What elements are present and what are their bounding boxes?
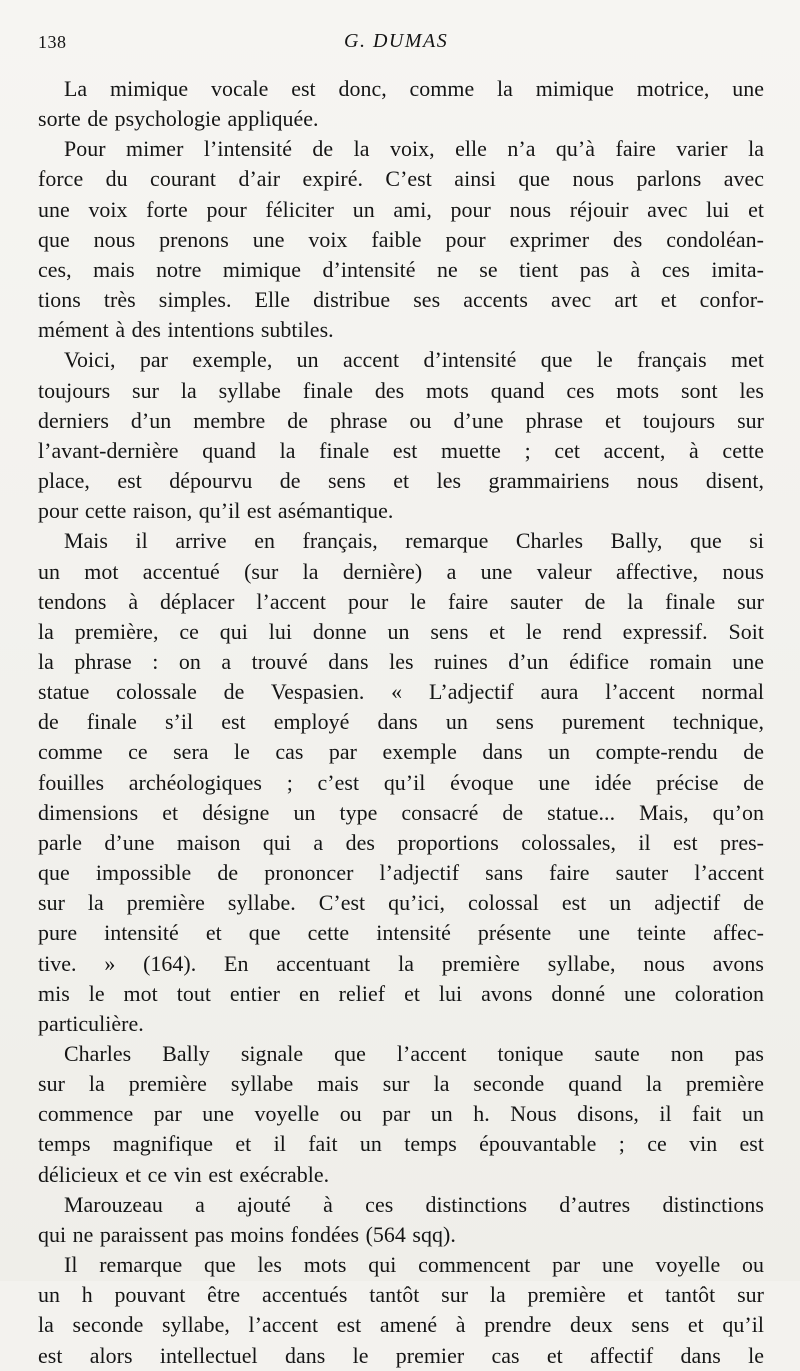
paragraph [38, 74, 764, 134]
text-line: toujours sur la syllabe finale des mots quand ces mots sont les [38, 377, 764, 403]
text-line: tive. » (164). En accentuant la première syllabe, nous avons [38, 950, 764, 976]
text-line: parle d’une maison qui a des proportions colossales, il est pres- [38, 829, 764, 855]
text-line: ces, mais notre mimique d’intensité ne se tient pas à ces imita- [38, 256, 764, 282]
text-line: mis le mot tout entier en relief et lui avons donné une coloration [38, 980, 764, 1006]
page-number: 138 [38, 32, 67, 52]
text-line: fouilles archéologiques ; c’est qu’il évoque une idée précise de [38, 769, 764, 795]
text-line: la première, ce qui lui donne un sens et le rend expressif. Soit [38, 618, 764, 644]
text-line: qui ne paraissent pas moins fondées (564 sqq). [38, 1221, 456, 1247]
text-line: sur la première syllabe. C’est qu’ici, colossal est un adjectif de [38, 890, 764, 916]
text-line: tendons à déplacer l’accent pour le faire sauter de la finale sur [38, 588, 764, 614]
page-header [38, 0, 764, 76]
text-line: la phrase : on a trouvé dans les ruines d’un édifice romain une [38, 648, 764, 674]
text-line: statue colossale de Vespasien. « L’adjectif aura l’accent normal [38, 679, 764, 705]
text-line: Charles Bally signale que l’accent tonique saute non pas [64, 1041, 764, 1066]
running-head: G. DUMAS [344, 30, 449, 52]
text-line: Mais il arrive en français, remarque Charles Bally, que si [64, 528, 764, 554]
text-line: une voix forte pour féliciter un ami, pour nous réjouir avec lui et [38, 196, 764, 222]
paragraph [38, 1039, 764, 1190]
text-line: commence par une voyelle ou par un h. Nous disons, il fait un [38, 1101, 764, 1127]
text-line: La mimique vocale est donc, comme la mimique motrice, une [64, 76, 764, 101]
body-text [38, 74, 764, 1371]
text-line: mément à des intentions subtiles. [38, 317, 334, 343]
text-line: comme ce sera le cas par exemple dans un compte-rendu de [38, 739, 764, 765]
text-line: temps magnifique et il fait un temps épouvantable ; ce vin est [38, 1131, 764, 1157]
text-line: dimensions et désigne un type consacré de statue... Mais, qu’on [38, 799, 764, 825]
text-line: sur la première syllabe mais sur la seconde quand la première [38, 1071, 764, 1097]
text-line: de finale s’il est employé dans un sens purement technique, [38, 709, 764, 735]
paragraph [38, 1190, 764, 1250]
text-line: force du courant d’air expiré. C’est ainsi que nous parlons avec [38, 166, 764, 192]
text-line: tions très simples. Elle distribue ses accents avec art et confor- [38, 287, 764, 313]
text-line: derniers d’un membre de phrase ou d’une phrase et toujours sur [38, 407, 764, 433]
paragraph [38, 345, 764, 526]
text-line: que nous prenons une voix faible pour exprimer des condoléan- [38, 226, 764, 252]
text-line: Voici, par exemple, un accent d’intensité que le français met [64, 347, 764, 373]
text-line: délicieux et ce vin est exécrable. [38, 1161, 330, 1187]
text-line: Pour mimer l’intensité de la voix, elle n’a qu’à faire varier la [64, 136, 764, 162]
text-line: Il remarque que les mots qui commencent par une voyelle ou [64, 1252, 764, 1278]
paragraph [38, 526, 764, 1039]
text-line: pure intensité et que cette intensité présente une teinte affec- [38, 920, 764, 946]
paragraph [38, 134, 764, 345]
text-line: la seconde syllabe, l’accent est amené à prendre deux sens et qu’il [38, 1312, 764, 1338]
text-line: sorte de psychologie appliquée. [38, 106, 319, 132]
text-line: place, est dépourvu de sens et les grammairiens nous disent, [38, 468, 764, 494]
text-line: pour cette raison, qu’il est asémantique. [38, 498, 394, 524]
text-line: un h pouvant être accentués tantôt sur la première et tantôt sur [38, 1282, 764, 1308]
text-line: que impossible de prononcer l’adjectif sans faire sauter l’accent [38, 860, 764, 886]
text-line: particulière. [38, 1010, 144, 1036]
text-line: l’avant-dernière quand la finale est muette ; cet accent, à cette [38, 437, 764, 463]
text-line: est alors intellectuel dans le premier cas et affectif dans le [38, 1342, 764, 1368]
paragraph [38, 1250, 764, 1371]
text-line: Marouzeau a ajouté à ces distinctions d’autres distinctions [64, 1191, 764, 1217]
text-line: un mot accentué (sur la dernière) a une valeur affective, nous [38, 558, 764, 584]
